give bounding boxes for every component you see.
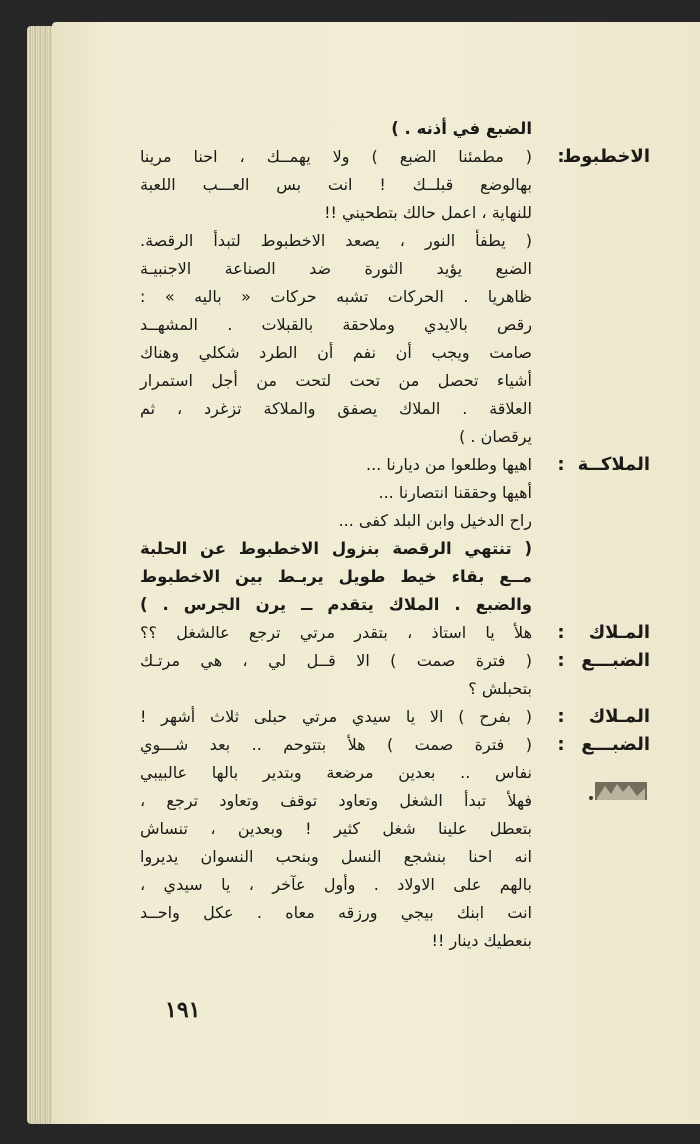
line-text: ( فترة صمت ) الا قــل لي ، هي مرتـك [140, 651, 532, 670]
text-line [140, 787, 650, 815]
speaker-name: الاخطبوط [562, 146, 650, 167]
stage-direction: الضبع في أذنه . ) [391, 119, 532, 138]
text-line [140, 143, 650, 171]
ornament-icon [585, 776, 647, 802]
line-text: راح الدخيل وابن البلد كفى ... [338, 511, 532, 530]
line-text: ظاهريا . الحركات تشبه حركات « باليه » : [140, 287, 532, 306]
line-text: العلاقة . الملاك يصفق والملاكة تزغرد ، ثم [140, 399, 532, 418]
line-text: يرقصان . ) [459, 427, 532, 446]
line-text: بالهم على الاولاد . وأول عآخر ، يا سيدي ، [140, 875, 532, 894]
line-text: بتحبلش ؟ [468, 679, 532, 698]
text-line [140, 759, 650, 787]
speaker-colon: : [557, 650, 565, 671]
text-line [140, 311, 650, 339]
play-text [140, 115, 650, 955]
line-text: فهلأ تبدأ الشغل وتعاود توقف وتعاود ترجع ، [140, 791, 532, 810]
speaker-colon: : [557, 706, 565, 727]
speaker-colon: : [557, 622, 565, 643]
stage-direction: مــع بقاء خيط طويل يربـط بين الاخطبوط [140, 567, 532, 586]
line-text: بتعطل علينا شغل كثير ! وبعدين ، تنساش [140, 819, 532, 838]
text-line [140, 255, 650, 283]
line-text: هلأ يا استاذ ، بتقدر مرتي ترجع عالشغل ؟؟ [140, 623, 532, 642]
text-line [140, 647, 650, 675]
line-text: بنعطيك دينار !! [431, 931, 532, 950]
line-text: للنهاية ، اعمل حالك بتطحيني !! [324, 203, 532, 222]
line-text: ( فترة صمت ) هلأ بتتوحم .. بعد شـــوي [140, 735, 532, 754]
line-text: أشياء تحصل من تحت لتحت من أجل استمرار [140, 371, 532, 390]
line-text: ( يطفأ النور ، يصعد الاخطبوط لتبدأ الرقصة. [140, 231, 532, 250]
speaker-name: المـلاك [588, 622, 650, 643]
text-line [140, 395, 650, 423]
line-text: الضبع يؤيد الثورة ضد الصناعة الاجنبيـة [140, 259, 532, 278]
speaker-name: الملاكــة [577, 454, 650, 475]
line-text: صامت ويجب أن نفم أن الطرد شكلي وهناك [140, 343, 532, 362]
stage-direction: ( تنتهي الرقصة بنزول الاخطبوط عن الحلبة [140, 539, 532, 558]
text-line [140, 171, 650, 199]
speaker-colon: : [557, 146, 565, 167]
line-text: بهالوضع قبلــك ! انت بس العـــب اللعبة [140, 175, 532, 194]
line-text: انت ابنك بيجي ورزقه معاه . عكل واحــد [140, 903, 532, 922]
speaker-colon: : [557, 454, 565, 475]
text-line [140, 563, 650, 591]
text-line [140, 507, 650, 535]
text-line [140, 591, 650, 619]
speaker-colon: : [557, 734, 565, 755]
speaker-name: الضبـــع [581, 734, 650, 755]
text-line [140, 227, 650, 255]
text-line [140, 703, 650, 731]
text-line [140, 339, 650, 367]
text-line [140, 843, 650, 871]
line-text: أهيها وحققنا انتصارنا ... [378, 483, 532, 502]
text-line [140, 283, 650, 311]
text-line [140, 115, 650, 143]
text-line [140, 927, 650, 955]
text-line [140, 367, 650, 395]
line-text: اهيها وطلعوا من ديارنا ... [365, 455, 532, 474]
text-line [140, 423, 650, 451]
text-line [140, 899, 650, 927]
line-text: ( مطمئنا الضبع ) ولا يهمــك ، احنا مرينا [140, 147, 532, 166]
text-line [140, 619, 650, 647]
text-line [140, 815, 650, 843]
line-text: انه احنا بنشجع النسل وبنحب النسوان يديروا [140, 847, 532, 866]
text-line [140, 675, 650, 703]
line-text: ( بفرح ) الا يا سيدي مرتي حبلى ثلاث أشهر ! [140, 707, 532, 726]
text-line [140, 731, 650, 759]
text-line [140, 871, 650, 899]
speaker-name: الضبـــع [581, 650, 650, 671]
text-line [140, 535, 650, 563]
stage-direction: والضبع . الملاك يتقدم ــ يرن الجرس . ) [140, 595, 532, 614]
text-line [140, 451, 650, 479]
line-text: نفاس .. بعدين مرضعة وبتدير بالها عالبيبي [140, 763, 532, 782]
page-number: ١٩١ [165, 997, 201, 1023]
text-line [140, 479, 650, 507]
speaker-name: المـلاك [588, 706, 650, 727]
text-line [140, 199, 650, 227]
line-text: رقص بالايدي وملاحقة بالقبلات . المشهــد [140, 315, 532, 334]
